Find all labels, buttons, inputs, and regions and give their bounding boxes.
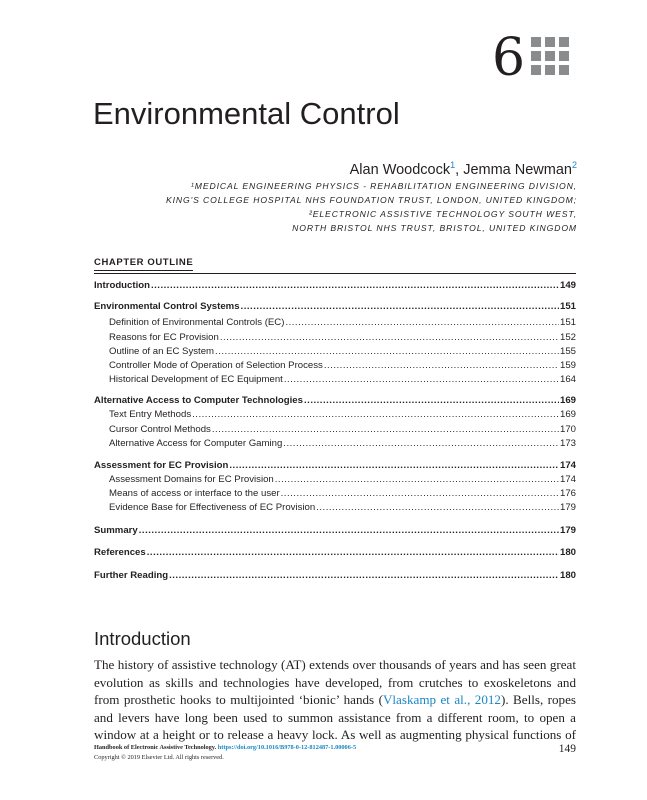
paragraph-text: evolution as skills and technologies have developed, from crutches to exoskeletons and xyxy=(94,674,576,690)
toc-entry-page: 174 xyxy=(559,474,576,485)
toc-entry-label: Assessment for EC Provision xyxy=(94,460,229,471)
paragraph-text: ). Bells, ropes xyxy=(500,692,577,707)
toc-entry-label: Definition of Environmental Controls (EC) xyxy=(109,317,285,328)
page-number: 149 xyxy=(558,743,576,755)
toc-entry-label: Further Reading xyxy=(94,570,169,581)
toc-entry-page: 180 xyxy=(559,547,576,558)
toc-entry-label: Text Entry Methods xyxy=(109,409,192,420)
chapter-outline-heading: CHAPTER OUTLINE xyxy=(94,257,193,271)
toc-subentry[interactable] xyxy=(109,408,576,422)
chapter-number: 6 xyxy=(492,28,526,88)
toc-entry[interactable] xyxy=(94,546,576,560)
toc-entry-page: 170 xyxy=(559,424,576,435)
toc-entry-page: 155 xyxy=(559,346,576,357)
affiliation-line: ²ELECTRONIC ASSISTIVE TECHNOLOGY SOUTH WEST, xyxy=(308,209,577,219)
toc-subentry[interactable] xyxy=(109,373,576,387)
toc-entry-label: Alternative Access for Computer Gaming xyxy=(109,438,283,449)
toc-entry[interactable] xyxy=(94,394,576,408)
grid-square xyxy=(545,65,555,75)
toc-entry-page: 164 xyxy=(559,374,576,385)
paragraph-line: The history of assistive technology (AT) extends over thousands of years and has seen great xyxy=(94,657,576,672)
divider xyxy=(94,273,576,274)
toc-leader-dots xyxy=(220,331,559,345)
toc-leader-dots xyxy=(169,569,559,583)
toc-subentry[interactable] xyxy=(109,423,576,437)
toc-entry-label: Alternative Access to Computer Technologies xyxy=(94,395,303,406)
paragraph-line: and levers have long been used to summon assistance from a different room, to open a xyxy=(94,709,576,725)
author-name: Alan Woodcock xyxy=(349,162,451,178)
paragraph-line xyxy=(94,691,576,709)
toc-leader-dots xyxy=(151,279,559,293)
toc-entry-label: Evidence Base for Effectiveness of EC Provision xyxy=(109,502,316,513)
toc-entry-label: Means of access or interface to the user xyxy=(109,488,280,499)
toc-entry-page: 152 xyxy=(559,332,576,343)
copyright-notice: Copyright © 2019 Elsevier Ltd. All rights reserved. xyxy=(94,754,224,761)
toc-entry-page: 180 xyxy=(559,570,576,581)
section-heading: Introduction xyxy=(94,628,191,649)
toc-entry-label: Summary xyxy=(94,525,138,536)
toc-entry[interactable] xyxy=(94,279,576,293)
toc-leader-dots xyxy=(324,359,559,373)
toc-entry-label: Reasons for EC Provision xyxy=(109,332,219,343)
grid-square xyxy=(545,37,555,47)
toc-entry[interactable] xyxy=(94,569,576,583)
toc-leader-dots xyxy=(304,394,559,408)
footer-citation xyxy=(94,743,576,753)
grid-square xyxy=(531,37,541,47)
toc-entry-label: Historical Development of EC Equipment xyxy=(109,374,283,385)
author-line xyxy=(350,156,577,179)
toc-entry[interactable] xyxy=(94,459,576,473)
toc-leader-dots xyxy=(281,487,559,501)
grid-square xyxy=(531,51,541,61)
toc-leader-dots xyxy=(229,459,559,473)
toc-subentry[interactable] xyxy=(109,359,576,373)
toc-entry-page: 176 xyxy=(559,488,576,499)
toc-subentry[interactable] xyxy=(109,345,576,359)
toc-entry-page: 169 xyxy=(559,409,576,420)
citation-link[interactable]: Vlaskamp et al., 2012 xyxy=(382,692,501,707)
toc-leader-dots xyxy=(241,300,559,314)
toc-leader-dots xyxy=(212,423,559,437)
affiliation-line: ¹MEDICAL ENGINEERING PHYSICS - REHABILITATION ENGINEERING DIVISION, xyxy=(191,181,577,191)
author-affiliation-mark[interactable]: 1 xyxy=(450,160,456,170)
toc-entry-label: Outline of an EC System xyxy=(109,346,215,357)
toc-leader-dots xyxy=(284,373,559,387)
toc-leader-dots xyxy=(147,546,559,560)
toc-entry-page: 179 xyxy=(559,525,576,536)
toc-entry[interactable] xyxy=(94,300,576,314)
paragraph-line: window at a height or to release a heavy lock. As well as augmenting physical functions of xyxy=(94,727,576,742)
toc-subentry[interactable] xyxy=(109,331,576,345)
paragraph-text: from prosthetic hooks to multijointed ‘bionic’ hands ( xyxy=(94,692,383,707)
toc-entry-label: Introduction xyxy=(94,280,150,291)
toc-subentry[interactable] xyxy=(109,473,576,487)
author-name: Jemma Newman xyxy=(463,162,572,178)
toc-entry-label: Assessment Domains for EC Provision xyxy=(109,474,274,485)
toc-entry-page: 149 xyxy=(559,280,576,291)
chapter-grid-ornament xyxy=(531,37,569,75)
toc-leader-dots xyxy=(316,501,559,515)
toc-subentry[interactable] xyxy=(109,437,576,451)
toc-leader-dots xyxy=(275,473,559,487)
toc-entry-label: References xyxy=(94,547,146,558)
toc-leader-dots xyxy=(139,524,559,538)
toc-entry-label: Environmental Control Systems xyxy=(94,301,240,312)
affiliation-line: KING'S COLLEGE HOSPITAL NHS FOUNDATION TRUST, LONDON, UNITED KINGDOM; xyxy=(165,195,577,205)
doi-link[interactable]: https://doi.org/10.1016/B978-0-12-812487-1.00006-5 xyxy=(217,744,357,751)
toc-entry-label: Cursor Control Methods xyxy=(109,424,211,435)
toc-entry-page: 159 xyxy=(559,360,576,371)
toc-entry-page: 174 xyxy=(559,460,576,471)
toc-leader-dots xyxy=(283,437,559,451)
grid-square xyxy=(545,51,555,61)
author-separator: , xyxy=(455,162,464,178)
toc-entry-page: 151 xyxy=(559,317,576,328)
book-title: Handbook of Electronic Assistive Technology. xyxy=(94,744,217,751)
affiliations xyxy=(166,179,577,235)
toc-leader-dots xyxy=(215,345,559,359)
toc-leader-dots xyxy=(192,408,559,422)
grid-square xyxy=(559,37,569,47)
toc-entry[interactable] xyxy=(94,524,576,538)
toc-entry-page: 169 xyxy=(559,395,576,406)
author-affiliation-mark[interactable]: 2 xyxy=(571,160,577,170)
toc-entry-page: 179 xyxy=(559,502,576,513)
body-paragraph xyxy=(94,656,576,744)
toc-subentry[interactable] xyxy=(109,501,576,515)
toc-entry-label: Controller Mode of Operation of Selection Process xyxy=(109,360,323,371)
page-footer xyxy=(94,743,576,763)
grid-square xyxy=(531,65,541,75)
toc-leader-dots xyxy=(285,316,559,330)
toc-subentry[interactable] xyxy=(109,316,576,330)
chapter-title: Environmental Control xyxy=(93,96,400,131)
affiliation-line: NORTH BRISTOL NHS TRUST, BRISTOL, UNITED KINGDOM xyxy=(292,223,577,233)
toc-entry-page: 173 xyxy=(559,438,576,449)
toc-subentry[interactable] xyxy=(109,487,576,501)
grid-square xyxy=(559,65,569,75)
paragraph-line xyxy=(94,674,576,692)
toc-entry-page: 151 xyxy=(559,301,576,312)
grid-square xyxy=(559,51,569,61)
